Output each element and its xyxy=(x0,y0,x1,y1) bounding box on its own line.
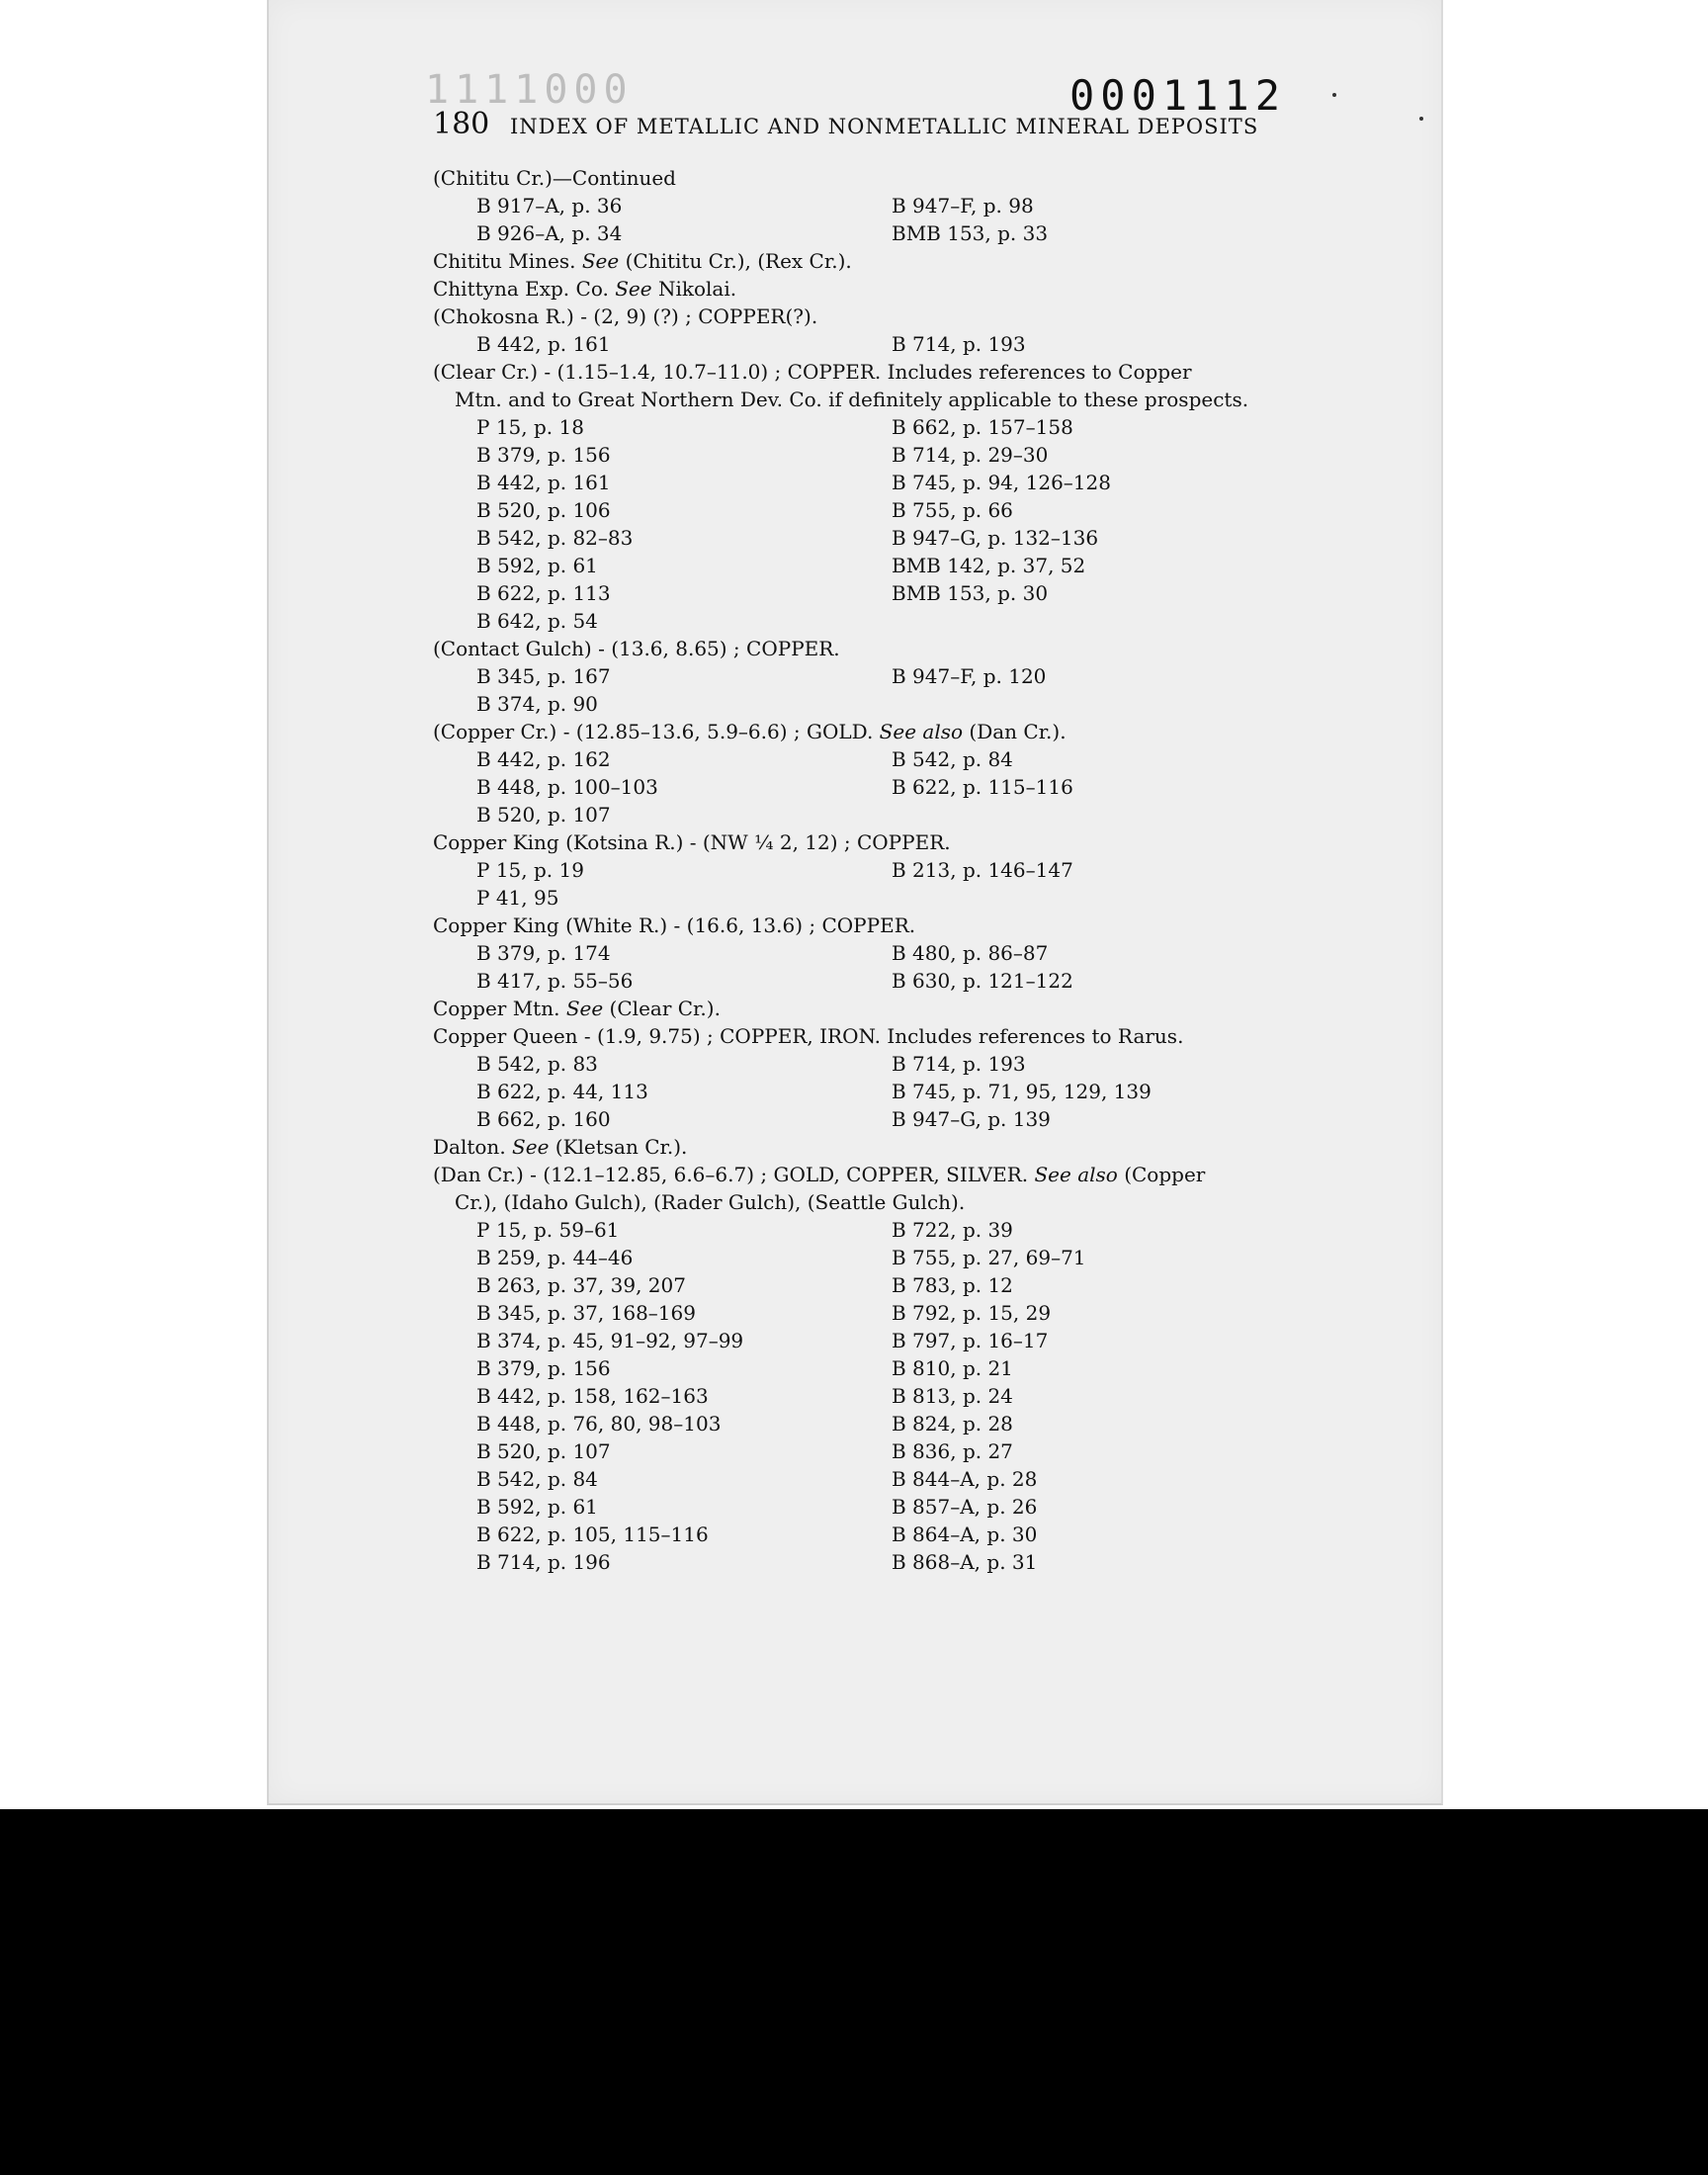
entry-heading: (Contact Gulch) - (13.6, 8.65) ; COPPER. xyxy=(433,637,840,660)
reference-left: B 345, p. 167 xyxy=(476,664,611,688)
reference-left: B 448, p. 100–103 xyxy=(476,775,658,799)
reference-row xyxy=(433,1521,1303,1548)
reference-row xyxy=(433,524,1303,552)
reference-right: B 857–A, p. 26 xyxy=(892,1495,1038,1519)
reference-row xyxy=(433,856,1303,884)
reference-right: BMB 153, p. 30 xyxy=(892,581,1049,605)
reference-right: B 864–A, p. 30 xyxy=(892,1522,1038,1546)
reference-left: B 542, p. 84 xyxy=(476,1467,598,1491)
reference-row xyxy=(433,579,1303,607)
reference-right: B 797, p. 16–17 xyxy=(892,1329,1049,1352)
reference-left: B 622, p. 105, 115–116 xyxy=(476,1522,709,1546)
reference-right: B 662, p. 157–158 xyxy=(892,415,1073,439)
reference-left: B 417, p. 55–56 xyxy=(476,969,634,993)
entry-heading: Chittyna Exp. Co. See Nikolai. xyxy=(433,277,737,301)
reference-left: B 379, p. 156 xyxy=(476,1356,611,1380)
reference-left: B 345, p. 37, 168–169 xyxy=(476,1301,696,1325)
entry-heading: Copper King (White R.) - (16.6, 13.6) ; COPPER. xyxy=(433,914,916,937)
reference-row xyxy=(433,413,1303,441)
reference-left: B 662, p. 160 xyxy=(476,1107,611,1131)
reference-left: B 542, p. 82–83 xyxy=(476,526,634,550)
reference-right: B 714, p. 193 xyxy=(892,332,1026,356)
reference-row xyxy=(433,441,1303,469)
reference-left: B 917–A, p. 36 xyxy=(476,194,623,218)
entry-heading: (Chokosna R.) - (2, 9) (?) ; COPPER(?). xyxy=(433,304,818,328)
reference-row xyxy=(433,496,1303,524)
reference-row xyxy=(433,192,1303,219)
reference-right: B 714, p. 29–30 xyxy=(892,443,1049,467)
entry-heading-continuation: Cr.), (Idaho Gulch), (Rader Gulch), (Seattle Gulch). xyxy=(455,1190,966,1214)
reference-left: B 379, p. 156 xyxy=(476,443,611,467)
reference-row xyxy=(433,1465,1303,1493)
scan-speck xyxy=(1419,117,1423,121)
reference-row xyxy=(433,1078,1303,1105)
reference-right: B 824, p. 28 xyxy=(892,1412,1013,1436)
reference-row xyxy=(433,1050,1303,1078)
reference-right: B 745, p. 71, 95, 129, 139 xyxy=(892,1080,1152,1103)
reference-left: B 622, p. 44, 113 xyxy=(476,1080,648,1103)
reference-right: B 480, p. 86–87 xyxy=(892,941,1049,965)
reference-right: B 755, p. 66 xyxy=(892,498,1013,522)
reference-row xyxy=(433,1299,1303,1327)
reference-row xyxy=(433,1382,1303,1410)
reference-right: B 792, p. 15, 29 xyxy=(892,1301,1052,1325)
reference-left: B 642, p. 54 xyxy=(476,609,598,633)
reference-row xyxy=(433,1105,1303,1133)
entry-heading: (Copper Cr.) - (12.85–13.6, 5.9–6.6) ; GOLD. See also (Dan Cr.). xyxy=(433,720,1067,743)
reference-row xyxy=(433,773,1303,801)
reference-row xyxy=(433,884,1303,912)
reference-right: B 868–A, p. 31 xyxy=(892,1550,1038,1574)
entry-heading: Dalton. See (Kletsan Cr.). xyxy=(433,1135,688,1159)
scan-background xyxy=(0,1809,1708,2175)
reference-left: B 520, p. 106 xyxy=(476,498,611,522)
reference-row xyxy=(433,939,1303,967)
reference-left: B 442, p. 161 xyxy=(476,332,611,356)
index-entries xyxy=(433,164,1303,1576)
reference-left: B 714, p. 196 xyxy=(476,1550,611,1574)
scan-speck xyxy=(1332,93,1336,97)
reference-row xyxy=(433,330,1303,358)
reference-left: B 520, p. 107 xyxy=(476,803,611,826)
reference-left: B 442, p. 162 xyxy=(476,747,611,771)
reference-right: BMB 153, p. 33 xyxy=(892,221,1049,245)
reference-right: B 844–A, p. 28 xyxy=(892,1467,1038,1491)
reference-left: P 15, p. 59–61 xyxy=(476,1218,620,1242)
reference-row xyxy=(433,801,1303,828)
page-number: 180 xyxy=(433,107,490,141)
faint-stamp-mark: 1111000 xyxy=(425,67,634,113)
reference-right: B 947–F, p. 120 xyxy=(892,664,1047,688)
reference-right: B 947–G, p. 132–136 xyxy=(892,526,1099,550)
reference-row xyxy=(433,469,1303,496)
reference-row xyxy=(433,1437,1303,1465)
reference-left: B 259, p. 44–46 xyxy=(476,1246,634,1269)
reference-row xyxy=(433,662,1303,690)
reference-row xyxy=(433,690,1303,718)
reference-right: B 755, p. 27, 69–71 xyxy=(892,1246,1086,1269)
reference-row xyxy=(433,1548,1303,1576)
reference-left: B 442, p. 158, 162–163 xyxy=(476,1384,709,1408)
page-header xyxy=(433,107,1293,142)
entry-heading: (Chititu Cr.)—Continued xyxy=(433,166,676,190)
reference-left: B 926–A, p. 34 xyxy=(476,221,623,245)
reference-right: B 714, p. 193 xyxy=(892,1052,1026,1076)
entry-heading: Copper King (Kotsina R.) - (NW ¼ 2, 12) ; COPPER. xyxy=(433,830,951,854)
reference-left: B 374, p. 45, 91–92, 97–99 xyxy=(476,1329,744,1352)
entry-heading: Copper Mtn. See (Clear Cr.). xyxy=(433,997,721,1020)
reference-row xyxy=(433,552,1303,579)
reference-left: B 520, p. 107 xyxy=(476,1439,611,1463)
reference-right: B 542, p. 84 xyxy=(892,747,1013,771)
reference-left: B 442, p. 161 xyxy=(476,471,611,494)
reference-left: B 592, p. 61 xyxy=(476,554,598,577)
reference-left: P 15, p. 19 xyxy=(476,858,584,882)
reference-right: B 947–G, p. 139 xyxy=(892,1107,1051,1131)
reference-right: BMB 142, p. 37, 52 xyxy=(892,554,1086,577)
reference-right: B 213, p. 146–147 xyxy=(892,858,1073,882)
reference-right: B 722, p. 39 xyxy=(892,1218,1013,1242)
reference-left: B 379, p. 174 xyxy=(476,941,611,965)
reference-left: B 542, p. 83 xyxy=(476,1052,598,1076)
reference-row xyxy=(433,1354,1303,1382)
reference-row xyxy=(433,1327,1303,1354)
reference-right: B 836, p. 27 xyxy=(892,1439,1013,1463)
reference-left: B 263, p. 37, 39, 207 xyxy=(476,1273,686,1297)
reference-left: P 41, 95 xyxy=(476,886,559,910)
reference-row xyxy=(433,1410,1303,1437)
reference-right: B 745, p. 94, 126–128 xyxy=(892,471,1111,494)
reference-row xyxy=(433,219,1303,247)
entry-heading: Chititu Mines. See (Chititu Cr.), (Rex Cr.). xyxy=(433,249,852,273)
reference-row xyxy=(433,1244,1303,1271)
reference-left: B 622, p. 113 xyxy=(476,581,611,605)
entry-heading: (Clear Cr.) - (1.15–1.4, 10.7–11.0) ; COPPER. Includes references to Copper xyxy=(433,360,1192,384)
reference-left: B 374, p. 90 xyxy=(476,692,598,716)
reference-left: P 15, p. 18 xyxy=(476,415,584,439)
reference-right: B 947–F, p. 98 xyxy=(892,194,1034,218)
running-title: INDEX OF METALLIC AND NONMETALLIC MINERAL DEPOSITS xyxy=(510,115,1259,138)
reference-row xyxy=(433,967,1303,995)
reference-row xyxy=(433,1271,1303,1299)
reference-row xyxy=(433,607,1303,635)
reference-row xyxy=(433,1493,1303,1521)
reference-right: B 622, p. 115–116 xyxy=(892,775,1073,799)
reference-right: B 630, p. 121–122 xyxy=(892,969,1073,993)
stamp-number: 0001112 xyxy=(1069,71,1287,120)
entry-heading-continuation: Mtn. and to Great Northern Dev. Co. if definitely applicable to these prospects. xyxy=(455,388,1249,411)
reference-right: B 810, p. 21 xyxy=(892,1356,1013,1380)
reference-left: B 448, p. 76, 80, 98–103 xyxy=(476,1412,722,1436)
entry-heading: (Dan Cr.) - (12.1–12.85, 6.6–6.7) ; GOLD, COPPER, SILVER. See also (Copper xyxy=(433,1163,1206,1186)
entry-heading: Copper Queen - (1.9, 9.75) ; COPPER, IRON. Includes references to Rarus. xyxy=(433,1024,1184,1048)
reference-right: B 813, p. 24 xyxy=(892,1384,1013,1408)
reference-left: B 592, p. 61 xyxy=(476,1495,598,1519)
reference-row xyxy=(433,745,1303,773)
reference-right: B 783, p. 12 xyxy=(892,1273,1013,1297)
reference-row xyxy=(433,1216,1303,1244)
